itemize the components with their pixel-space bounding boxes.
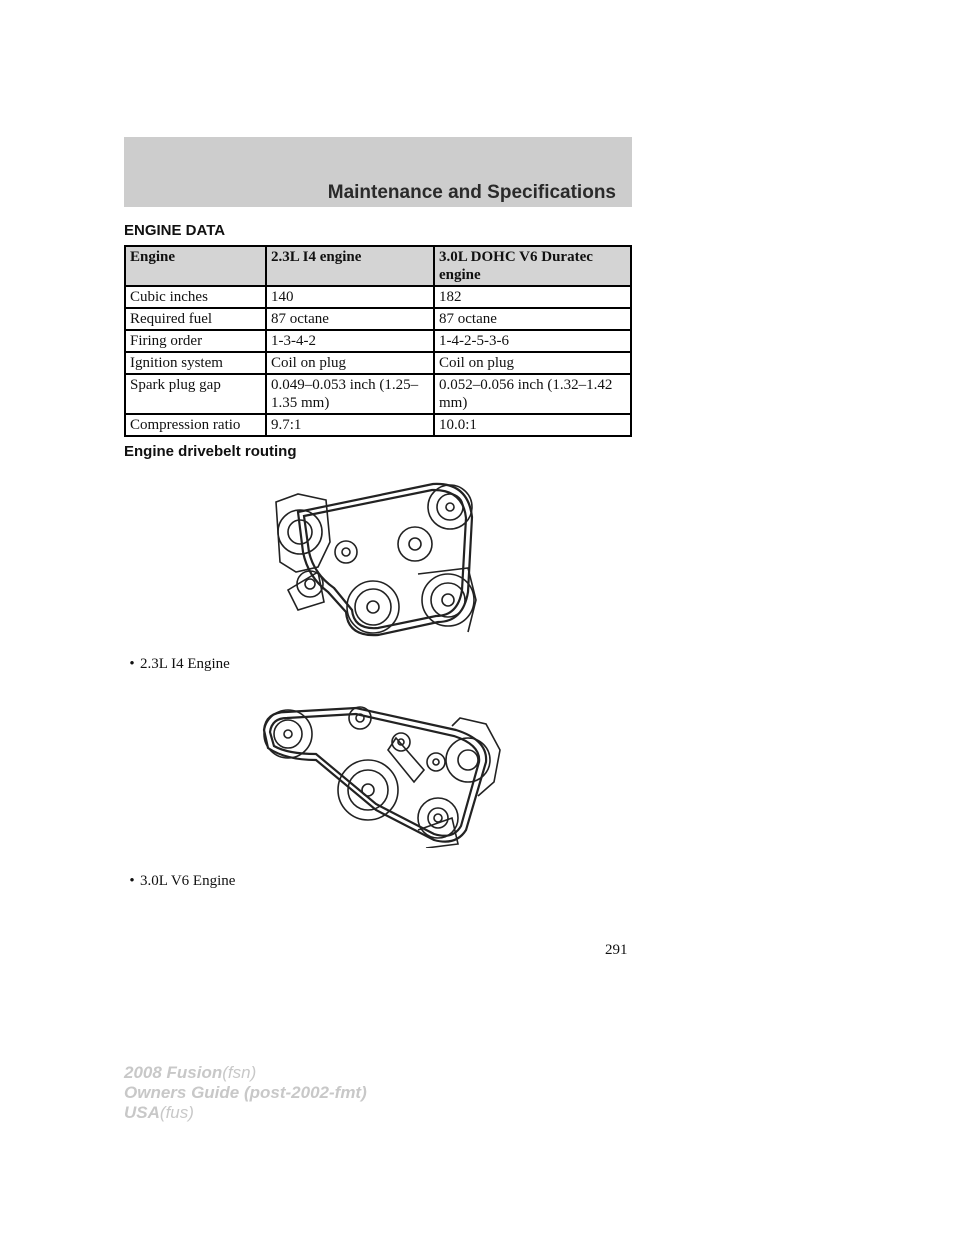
table-cell: 87 octane [434,308,631,330]
footer [124,1063,367,1123]
footer-model-code: (fsn) [222,1063,257,1082]
table-row [125,330,631,352]
header-band [124,137,632,207]
footer-market-code: (fus) [159,1103,194,1122]
table-cell: 1-4-2-5-3-6 [434,330,631,352]
table-row [125,286,631,308]
column-header: 3.0L DOHC V6 Duratec engine [434,246,631,286]
table-cell: 1-3-4-2 [266,330,434,352]
drivebelt-diagram-i4 [268,472,486,642]
engine-data-table [124,245,632,437]
table-cell: Coil on plug [434,352,631,374]
table-cell: 140 [266,286,434,308]
table-cell: Firing order [125,330,266,352]
drivebelt-diagram-v6 [256,700,506,848]
column-header: 2.3L I4 engine [266,246,434,286]
footer-market: USA [124,1103,160,1122]
bullet-label: 2.3L I4 Engine [140,656,230,672]
table-cell: Coil on plug [266,352,434,374]
bullet-item-v6 [124,873,235,890]
drivebelt-heading: Engine drivebelt routing [124,443,297,460]
footer-line-2: Owners Guide (post-2002-fmt) [124,1083,367,1102]
footer-line-3 [124,1103,367,1123]
bullet-label: 3.0L V6 Engine [140,873,236,889]
table-cell: Ignition system [125,352,266,374]
table-cell: Spark plug gap [125,374,266,414]
table-cell: 0.049–0.053 inch (1.25–1.35 mm) [266,374,434,414]
bullet-glyph: • [129,656,135,672]
table-row [125,352,631,374]
table-row [125,374,631,414]
table-cell: Required fuel [125,308,266,330]
table-cell: 0.052–0.056 inch (1.32–1.42 mm) [434,374,631,414]
bullet-item-i4 [124,656,230,673]
section-title: ENGINE DATA [124,222,226,239]
table-header-row [125,246,631,286]
table-row [125,414,631,436]
bullet-glyph: • [129,873,135,889]
drivebelt-v6-tensioner [388,718,500,848]
footer-model: 2008 Fusion [124,1063,223,1082]
table-cell: 9.7:1 [266,414,434,436]
footer-line-1 [124,1063,367,1083]
column-header: Engine [125,246,266,286]
table-cell: 87 octane [266,308,434,330]
table-cell: 10.0:1 [434,414,631,436]
table-row [125,308,631,330]
table-cell: 182 [434,286,631,308]
page-number: 291 [605,942,628,958]
page-title: Maintenance and Specifications [327,182,616,203]
table-cell: Compression ratio [125,414,266,436]
table-cell: Cubic inches [125,286,266,308]
drivebelt-v6-pulleys [264,707,490,838]
